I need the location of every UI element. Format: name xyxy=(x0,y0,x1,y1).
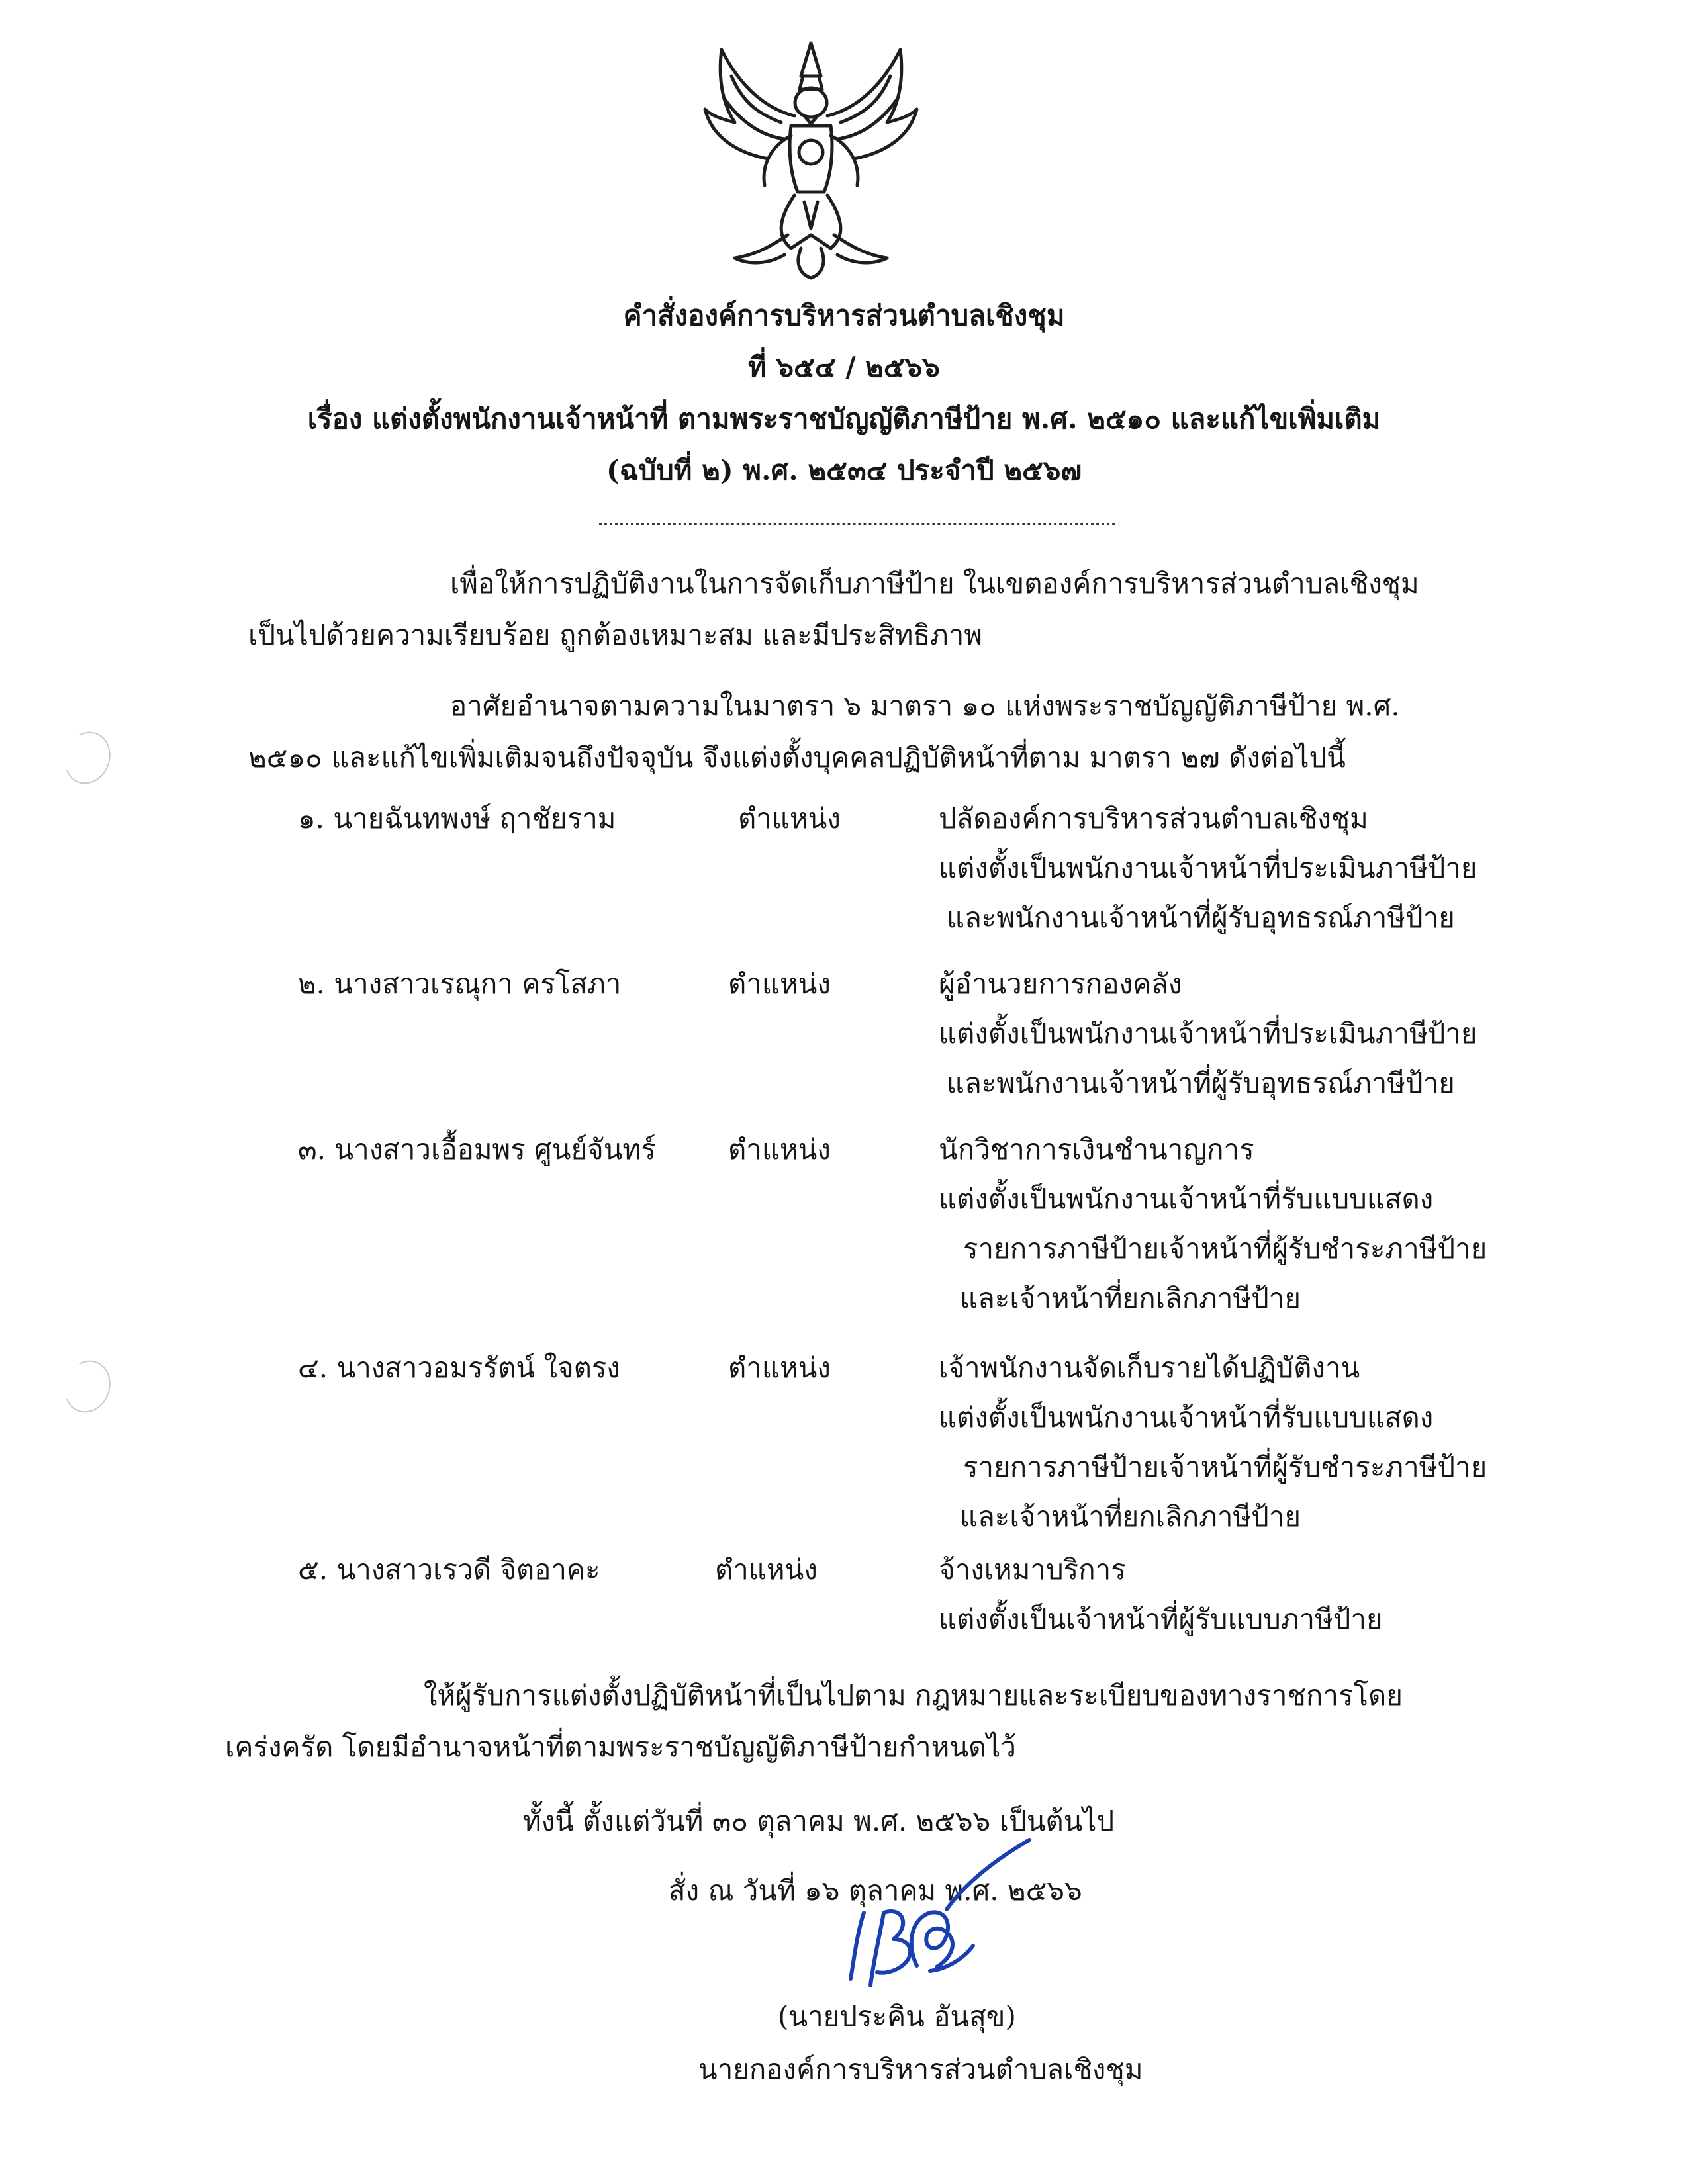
appointee-2-position-label: ตำแหน่ง xyxy=(728,968,831,1000)
dotted-separator xyxy=(599,523,1115,525)
appointee-5-line-2: แต่งตั้งเป็นเจ้าหน้าที่ผู้รับแบบภาษีป้าย xyxy=(939,1603,1383,1635)
appointee-2-line-3: และพนักงานเจ้าหน้าที่ผู้รับอุทธรณ์ภาษีป้าย xyxy=(947,1067,1455,1099)
appointee-1-line-1: ปลัดองค์การบริหารส่วนตำบลเชิงชุม xyxy=(939,802,1368,835)
appointee-3-position-label: ตำแหน่ง xyxy=(728,1133,831,1165)
order-subject-line2: (ฉบับที่ ๒) พ.ศ. ๒๕๓๔ ประจำปี ๒๕๖๗ xyxy=(606,454,1082,486)
appointee-2-line-2: แต่งตั้งเป็นพนักงานเจ้าหน้าที่ประเมินภาษีป้าย xyxy=(939,1017,1477,1050)
appointee-1-line-2: แต่งตั้งเป็นพนักงานเจ้าหน้าที่ประเมินภาษีป้าย xyxy=(939,852,1477,884)
paragraph-duty-line1: ให้ผู้รับการแต่งตั้งปฏิบัติหน้าที่เป็นไปตาม กฎหมายและระเบียบของทางราชการโดย xyxy=(424,1679,1403,1711)
appointee-5-line-1: จ้างเหมาบริการ xyxy=(939,1553,1126,1586)
order-title: คำสั่งองค์การบริหารส่วนตำบลเชิงชุม xyxy=(623,299,1065,332)
order-date: สั่ง ณ วันที่ ๑๖ ตุลาคม พ.ศ. ๒๕๖๖ xyxy=(669,1874,1082,1907)
order-subject-line1: เรื่อง แต่งตั้งพนักงานเจ้าหน้าที่ ตามพระราชบัญญัติภาษีป้าย พ.ศ. ๒๕๑๐ และแก้ไขเพิ่มเติม xyxy=(307,402,1381,435)
punch-hole-bottom xyxy=(57,1354,117,1419)
paragraph-purpose-line2: เป็นไปด้วยความเรียบร้อย ถูกต้องเหมาะสม และมีประสิทธิภาพ xyxy=(248,619,983,651)
appointee-3-line-1: นักวิชาการเงินชำนาญการ xyxy=(939,1133,1254,1165)
appointee-3-name: ๓. นางสาวเอื้อมพร ศูนย์จันทร์ xyxy=(298,1133,656,1165)
paragraph-purpose-line1: เพื่อให้การปฏิบัติงานในการจัดเก็บภาษีป้าย ในเขตองค์การบริหารส่วนตำบลเชิงชุม xyxy=(450,567,1419,600)
effective-date: ทั้งนี้ ตั้งแต่วันที่ ๓๐ ตุลาคม พ.ศ. ๒๕๖๖ เป็นต้นไป xyxy=(523,1805,1115,1837)
appointee-3-line-4: และเจ้าหน้าที่ยกเลิกภาษีป้าย xyxy=(960,1282,1301,1314)
appointee-3-line-2: แต่งตั้งเป็นพนักงานเจ้าหน้าที่รับแบบแสดง xyxy=(939,1183,1434,1215)
appointee-5-name: ๕. นางสาวเรวดี จิตอาคะ xyxy=(298,1553,600,1586)
punch-hole-top xyxy=(57,725,117,790)
signatory-name: (นายประคิน อันสุข) xyxy=(778,2000,1016,2032)
appointee-1-name: ๑. นายฉันทพงษ์ ฤาชัยราม xyxy=(298,802,616,835)
appointee-4-line-3: รายการภาษีป้ายเจ้าหน้าที่ผู้รับชำระภาษีป้าย xyxy=(963,1451,1487,1483)
appointee-4-position-label: ตำแหน่ง xyxy=(728,1351,831,1384)
appointee-2-line-1: ผู้อำนวยการกองคลัง xyxy=(939,968,1182,1000)
signatory-title: นายกองค์การบริหารส่วนตำบลเชิงชุม xyxy=(698,2053,1143,2085)
appointee-2-name: ๒. นางสาวเรณุกา ครโสภา xyxy=(298,968,622,1000)
appointee-4-name: ๔. นางสาวอมรรัตน์ ใจตรง xyxy=(298,1351,620,1384)
paragraph-duty-line2: เคร่งครัด โดยมีอำนาจหน้าที่ตามพระราชบัญญัติภาษีป้ายกำหนดไว้ xyxy=(225,1731,1017,1763)
paragraph-authority-line2: ๒๕๑๐ และแก้ไขเพิ่มเติมจนถึงปัจจุบัน จึงแต่งตั้งบุคคลปฏิบัติหน้าที่ตาม มาตรา ๒๗ ดังต่อไปนี้ xyxy=(248,741,1346,774)
appointee-1-position-label: ตำแหน่ง xyxy=(738,802,841,835)
appointee-4-line-4: และเจ้าหน้าที่ยกเลิกภาษีป้าย xyxy=(960,1500,1301,1533)
appointee-4-line-2: แต่งตั้งเป็นพนักงานเจ้าหน้าที่รับแบบแสดง xyxy=(939,1401,1434,1433)
appointee-4-line-1: เจ้าพนักงานจัดเก็บรายได้ปฏิบัติงาน xyxy=(939,1351,1360,1384)
appointee-1-line-3: และพนักงานเจ้าหน้าที่ผู้รับอุทธรณ์ภาษีป้าย xyxy=(947,901,1455,934)
order-number: ที่ ๖๕๔ / ๒๕๖๖ xyxy=(748,351,940,383)
appointee-3-line-3: รายการภาษีป้ายเจ้าหน้าที่ผู้รับชำระภาษีป้าย xyxy=(963,1232,1487,1265)
paragraph-authority-line1: อาศัยอำนาจตามความในมาตรา ๖ มาตรา ๑๐ แห่งพระราชบัญญัติภาษีป้าย พ.ศ. xyxy=(450,690,1400,722)
garuda-emblem-icon xyxy=(695,36,927,281)
appointee-5-position-label: ตำแหน่ง xyxy=(715,1553,818,1586)
